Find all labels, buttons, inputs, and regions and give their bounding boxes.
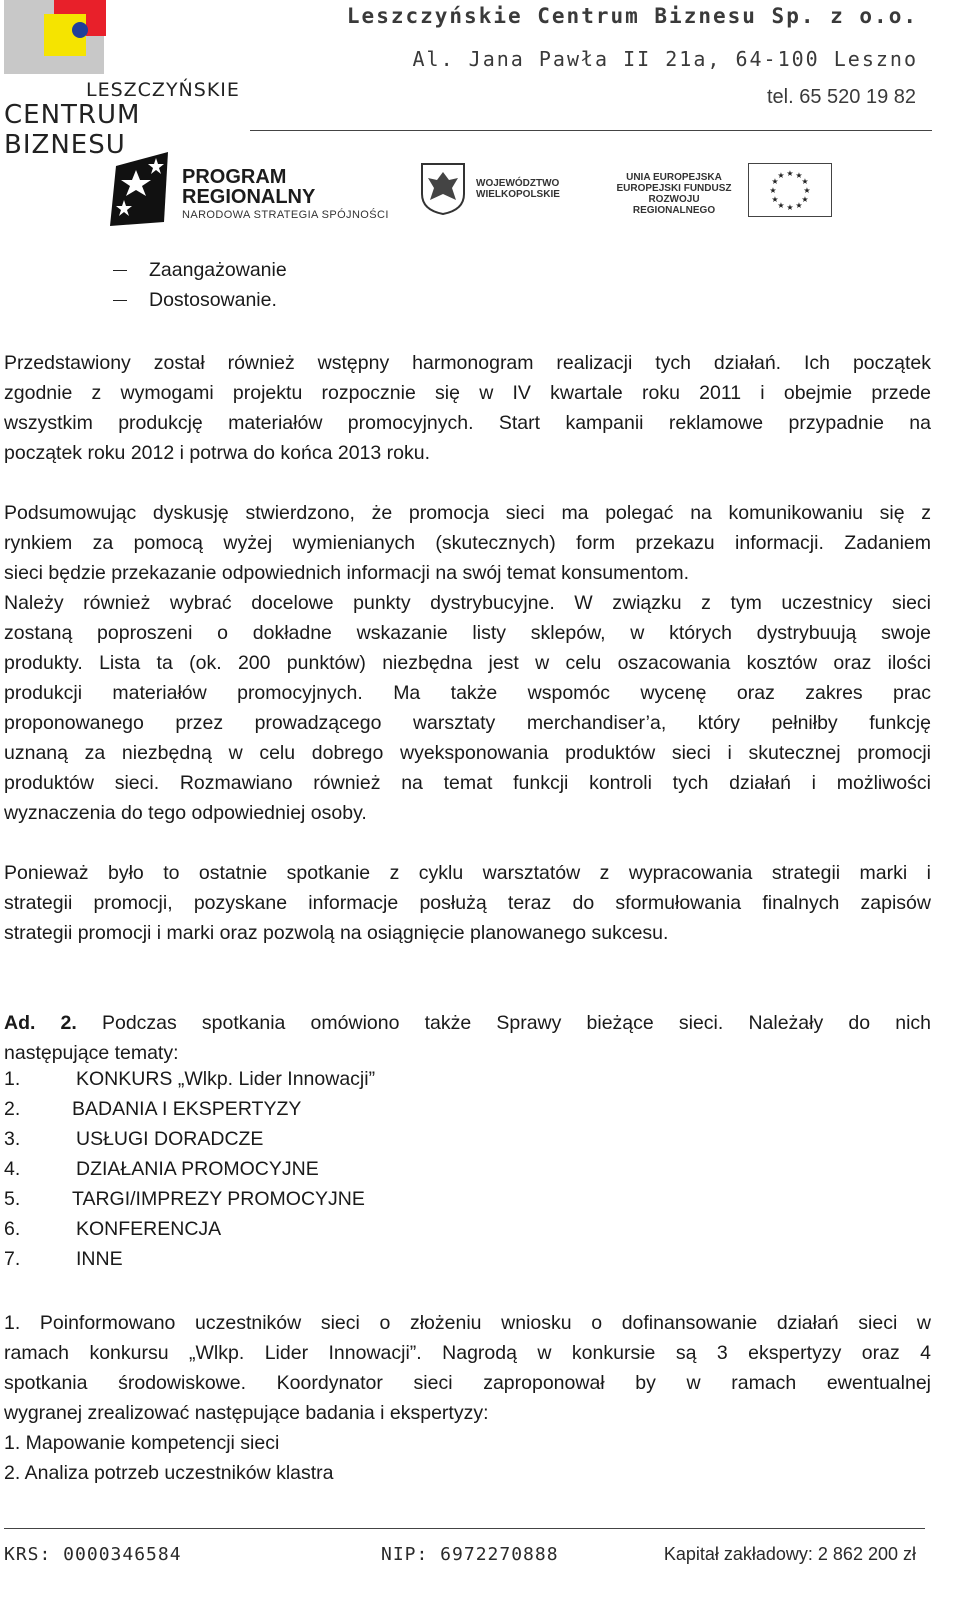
text-line: wszystkim produkcję materiałów promocyjnych. Start kampanii reklamowe przypadnie na (4, 412, 931, 434)
topic-number: 2. (4, 1098, 21, 1120)
paragraph-konkurs (4, 1308, 931, 1488)
company-address: Al. Jana Pawła II 21a, 64-100 Leszno (412, 47, 918, 71)
logo-text-bottom: CENTRUM BIZNESU (4, 100, 141, 160)
text-line: Podsumowując dyskusję stwierdzono, że promocja sieci ma polegać na komunikowaniu się z (4, 502, 931, 524)
topic-list-item (4, 1188, 365, 1211)
lcb-logo-mark-icon (4, 0, 114, 80)
wojewodztwo-label (476, 178, 560, 200)
text-line: początek roku 2012 i potrwa do końca 2013 roku. (4, 442, 431, 464)
text-line: sieci będzie przekazanie odpowiednich informacji na swój temat konsumentom. (4, 562, 690, 584)
text-line: wyznaczenia do tego odpowiedniej osoby. (4, 802, 367, 824)
topic-number: 4. (4, 1158, 21, 1180)
text-line: Przedstawiony został również wstępny harmonogram realizacji tych działań. Ich początek (4, 352, 931, 374)
text-line: Należy również wybrać docelowe punkty dystrybucyjne. W związku z tym uczestnicy sieci (4, 592, 931, 614)
ue-line-2: EUROPEJSKI FUNDUSZ (616, 183, 732, 194)
company-name: Leszczyńskie Centrum Biznesu Sp. z o.o. (346, 4, 918, 28)
text-line: produkty. Lista ta (ok. 200 punktów) niezbędna jest w celu oszacowania kosztów oraz ilości (4, 652, 931, 674)
ad2-label: Ad. 2. (4, 1012, 77, 1034)
svg-text:★: ★ (771, 195, 779, 204)
topic-number: 3. (4, 1128, 21, 1150)
topic-text: BADANIA I EKSPERTYZY (72, 1098, 302, 1120)
svg-text:★: ★ (801, 177, 809, 186)
svg-text:★: ★ (795, 201, 803, 210)
text-line: uznaną za niezbędną w celu dobrego wyeksponowania produktów sieci i skutecznej promocji (4, 742, 931, 764)
paragraph-ad2 (4, 1008, 931, 1068)
ue-label (606, 172, 742, 216)
topic-number: 5. (4, 1188, 21, 1210)
footer-krs: KRS: 0000346584 (4, 1544, 182, 1565)
text-line: następujące tematy: (4, 1042, 179, 1064)
svg-text:★: ★ (771, 177, 779, 186)
program-regionalny-star-icon (106, 148, 178, 228)
topic-number: 6. (4, 1218, 21, 1240)
text-line: strategii promocji, pozyskane informacje posłużą teraz do sformułowania finalnych zapisów (4, 892, 931, 914)
footer-divider (4, 1528, 925, 1529)
topic-list-item (4, 1158, 319, 1181)
topic-number: 1. (4, 1068, 21, 1090)
svg-text:★: ★ (777, 171, 785, 180)
woj-line-2: WIELKOPOLSKIE (476, 189, 560, 200)
topic-list-item (4, 1218, 221, 1241)
topic-text: INNE (76, 1248, 123, 1270)
topic-text: KONFERENCJA (76, 1218, 222, 1240)
woj-line-1: WOJEWÓDZTWO (476, 178, 560, 189)
ad2-line-1: Podczas spotkania omówiono także Sprawy bieżące sieci. Należały do nich (101, 1012, 932, 1034)
text-line: 1. Poinformowano uczestników sieci o złożeniu wniosku o dofinansowanie działań sieci w (4, 1312, 931, 1334)
topic-text: USŁUGI DORADCZE (76, 1128, 264, 1150)
topic-text: KONKURS „Wlkp. Lider Innowacji” (76, 1068, 376, 1090)
program-line-1: PROGRAM (182, 166, 287, 188)
svg-text:★: ★ (795, 171, 803, 180)
text-line: rynkiem za pomocą wyżej wymienianych (skutecznych) form przekazu informacji. Zadaniem (4, 532, 931, 554)
text-line: ramach konkursu „Wlkp. Lider Innowacji”. Nagrodą w konkursie są 3 ekspertyzy oraz 4 (4, 1342, 931, 1364)
text-line: proponowanego przez prowadzącego warsztaty merchandiser’a, który pełniłby funkcję (4, 712, 931, 734)
topic-list-item (4, 1068, 375, 1091)
dash-bullet (113, 270, 127, 271)
ue-line-3: ROZWOJU REGIONALNEGO (632, 194, 716, 216)
program-line-2: REGIONALNY (182, 186, 316, 208)
ue-line-1: UNIA EUROPEJSKA (626, 172, 722, 183)
paragraph-schedule (4, 348, 931, 468)
svg-text:★: ★ (777, 201, 785, 210)
topic-text: TARGI/IMPREZY PROMOCYJNE (72, 1188, 365, 1210)
text-line: strategii promocji i marki oraz pozwolą na osiągnięcie planowanego sukcesu. (4, 922, 669, 944)
text-line: Ponieważ było to ostatnie spotkanie z cyklu warsztatów z wypracowania strategii marki i (4, 862, 931, 884)
text-line: produktów sieci. Rozmawiano również na temat funkcji kontroli tych działań i możliwości (4, 772, 931, 794)
lcb-logo (4, 0, 240, 160)
dash-bullet (113, 300, 127, 301)
company-phone: tel. 65 520 19 82 (766, 86, 916, 108)
text-line: wygranej zrealizować następujące badania i ekspertyzy: (4, 1402, 489, 1424)
dash-list-item (113, 259, 287, 282)
text-line: produkcji materiałów promocyjnych. Ma także wspomóc wycenę oraz zakres prac (4, 682, 931, 704)
topic-text: DZIAŁANIA PROMOCYJNE (76, 1158, 319, 1180)
paragraph-conclusion (4, 858, 931, 948)
text-line (4, 1008, 931, 1038)
text-line: zostaną poproszeni o dokładne wskazanie listy sklepów, w których dystrybuują swoje (4, 622, 931, 644)
dash-item-text: Zaangażowanie (149, 259, 287, 281)
text-line: spotkania środowiskowe. Koordynator sieci zaproponował by w ramach ewentualnej (4, 1372, 931, 1394)
text-line: 2. Analiza potrzeb uczestników klastra (4, 1462, 334, 1484)
topic-number: 7. (4, 1248, 21, 1270)
text-line: zgodnie z wymogami projektu rozpocznie się w IV kwartale roku 2011 i obejmie przede (4, 382, 931, 404)
program-subtitle: NARODOWA STRATEGIA SPÓJNOŚCI (182, 209, 389, 221)
topic-list-item (4, 1248, 123, 1271)
svg-text:★: ★ (803, 186, 811, 195)
dash-item-text: Dostosowanie. (149, 289, 277, 311)
dash-list-item (113, 289, 277, 312)
logo-text-top: LESZCZYŃSKIE (86, 79, 240, 101)
svg-text:★: ★ (769, 186, 777, 195)
program-regionalny-title (182, 167, 315, 207)
footer-capital: Kapitał zakładowy: 2 862 200 zł (663, 1544, 916, 1564)
topic-list-item (4, 1098, 301, 1121)
wielkopolska-eagle-icon (418, 160, 468, 216)
paragraph-summary (4, 498, 931, 828)
svg-text:★: ★ (786, 203, 794, 212)
text-line: 1. Mapowanie kompetencji sieci (4, 1432, 280, 1454)
svg-text:★: ★ (801, 195, 809, 204)
footer-nip: NIP: 6972270888 (381, 1544, 559, 1565)
topic-list-item (4, 1128, 263, 1151)
header-divider (250, 130, 932, 131)
svg-text:★: ★ (786, 169, 794, 178)
eu-flag-icon (748, 163, 832, 217)
